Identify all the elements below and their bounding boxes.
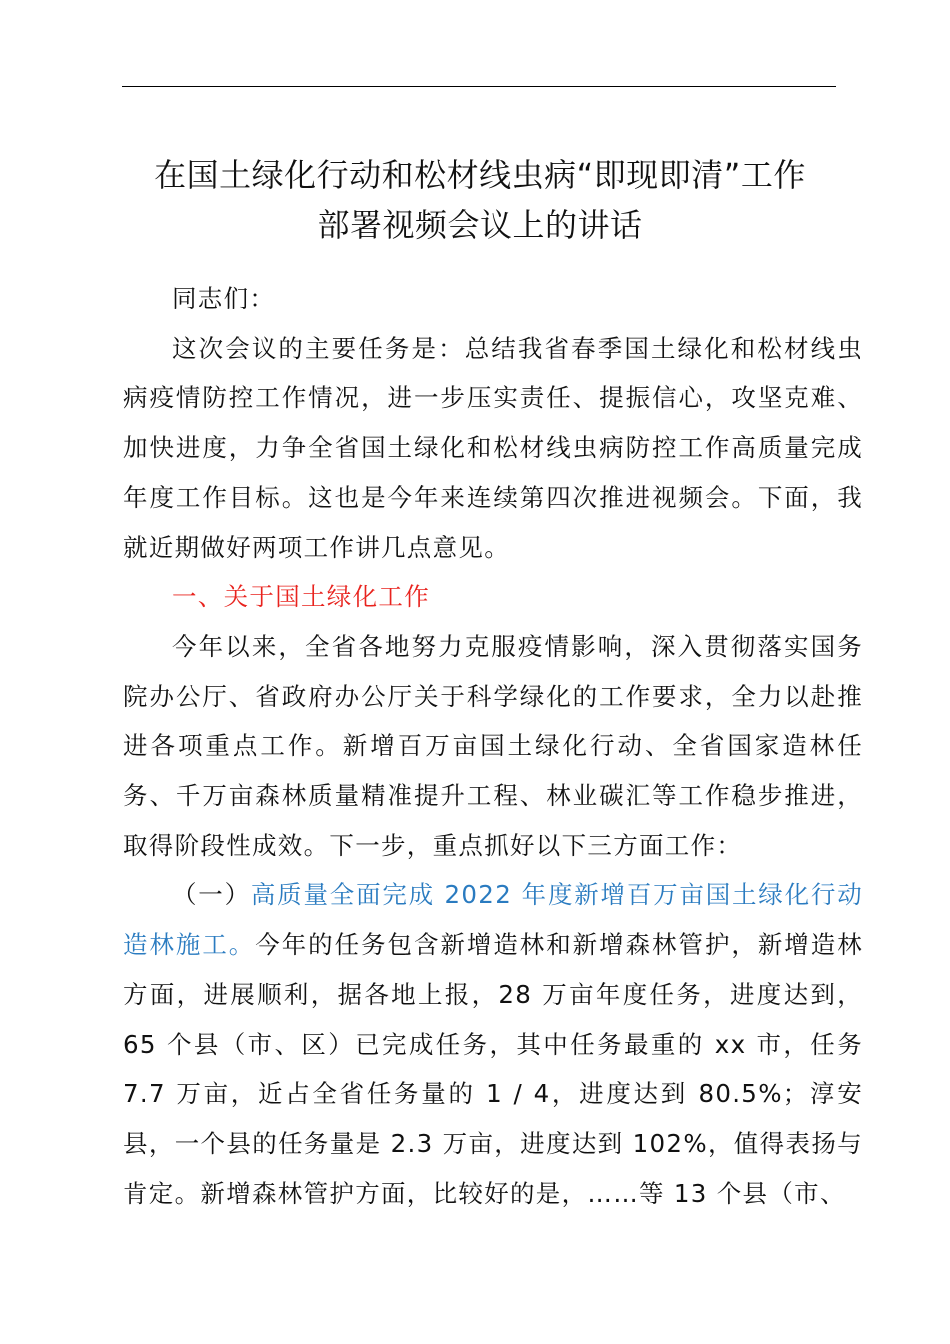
title-line-2: 部署视频会议上的讲话 [317, 206, 643, 244]
paragraph-greening-overview: 今年以来，全省各地努力克服疫情影响，深入贯彻落实国务院办公厅、省政府办公厅关于科学绿化的工作要求，全力以赴推进各项重点工作。新增百万亩国土绿化行动、全省国家造林任务、千万亩森林质量精准提升工程、林业碳汇等工作稳步推进，取得阶段性成效。下一步，重点抓好以下三方面工作： [123, 631, 863, 860]
header-rule [122, 86, 836, 87]
subsection-body: 今年的任务包含新增造林和新增森林管护，新增造林方面，进展顺利，据各地上报，28 万亩年度任务，进度达到，65 个县（市、区）已完成任务，其中任务最重的 xx 市，任务 7.7 万亩，近占全省任务量的 1 / 4，进度达到 80.5%；淳安县，一个县的任务量是 2.3 万亩，进度达到 102%，值得表扬与肯定。新增森林管护方面，比较好的是，……等 13 个县（市、 [123, 930, 863, 1208]
paragraph-intro: 这次会议的主要任务是：总结我省春季国土绿化和松材线虫病疫情防控工作情况，进一步压实责任、提振信心，攻坚克难、加快进度，力争全省国土绿化和松材线虫病防控工作高质量完成年度工作目标。这也是今年来连续第四次推进视频会。下面，我就近期做好两项工作讲几点意见。 [123, 333, 863, 562]
document-title [110, 150, 850, 250]
subsection-number: （一） [172, 880, 251, 910]
document-body [123, 274, 863, 1218]
salutation: 同志们： [172, 284, 276, 313]
subsection-heading-afforestation: 高质量全面完成 2022 年度新增百万亩国土绿化行动造林施工。 [123, 880, 863, 960]
paragraph-subsection-1 [123, 870, 863, 1218]
title-line-1: 在国土绿化行动和松材线虫病“即现即清”工作 [154, 156, 806, 194]
section-heading-greening: 一、关于国土绿化工作 [172, 582, 430, 612]
